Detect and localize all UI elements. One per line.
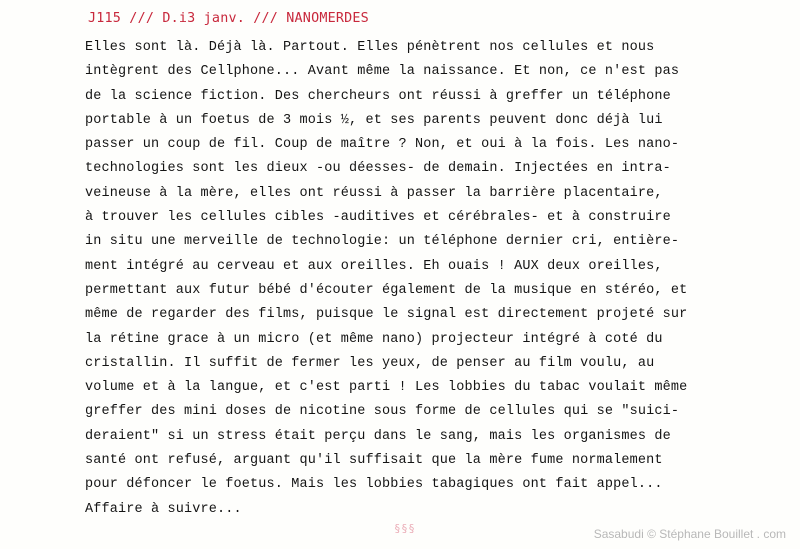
text-line: portable à un foetus de 3 mois ½, et ses parents peuvent donc déjà lui — [85, 112, 663, 128]
text-line: Elles sont là. Déjà là. Partout. Elles pénètrent nos cellules et nous — [85, 40, 655, 55]
text-line: la rétine grace à un micro (et même nano) projecteur intégré à coté du — [85, 331, 663, 347]
text-line: même de regarder des films, puisque le signal est directement projeté sur — [85, 307, 688, 323]
text-line: à trouver les cellules cibles -auditives et cérébrales- et à construire — [85, 210, 671, 226]
text-line: intègrent des Cellphone... Avant même la naissance. Et non, ce n'est pas — [85, 64, 680, 80]
text-line: volume et à la langue, et c'est parti ! Les lobbies du tabac voulait même — [85, 380, 688, 396]
text-line: in situ une merveille de technologie: un téléphone dernier cri, entière- — [85, 234, 680, 250]
text-line: deraient" si un stress était perçu dans le sang, mais les organismes de — [85, 428, 671, 444]
entry-header: J115 /// D.i3 janv. /// NANOMERDES — [88, 11, 369, 26]
text-line: permettant aux futur bébé d'écouter également de la musique en stéréo, et — [85, 282, 688, 298]
body-text — [85, 36, 765, 522]
page-number: §§§ — [394, 522, 416, 535]
text-line: technologies sont les dieux -ou déesses- de demain. Injectées en intra- — [85, 161, 671, 177]
text-line: santé ont refusé, arguant qu'il suffisait que la mère fume normalement — [85, 453, 663, 469]
text-line: de la science fiction. Des chercheurs ont réussi à greffer un téléphone — [85, 88, 671, 104]
text-line: greffer des mini doses de nicotine sous forme de cellules qui se "suici- — [85, 404, 680, 420]
text-line: ment intégré au cerveau et aux oreilles. Eh ouais ! AUX deux oreilles, — [85, 258, 663, 274]
text-line: cristallin. Il suffit de fermer les yeux, de penser au film voulu, au — [85, 355, 655, 371]
text-line: Affaire à suivre... — [85, 501, 242, 517]
copyright-watermark: Sasabudi © Stéphane Bouillet . com — [593, 527, 786, 541]
text-line: pour défoncer le foetus. Mais les lobbies tabagiques ont fait appel... — [85, 477, 663, 493]
text-line: veineuse à la mère, elles ont réussi à passer la barrière placentaire, — [85, 185, 663, 201]
text-line: passer un coup de fil. Coup de maître ? Non, et oui à la fois. Les nano- — [85, 137, 680, 153]
